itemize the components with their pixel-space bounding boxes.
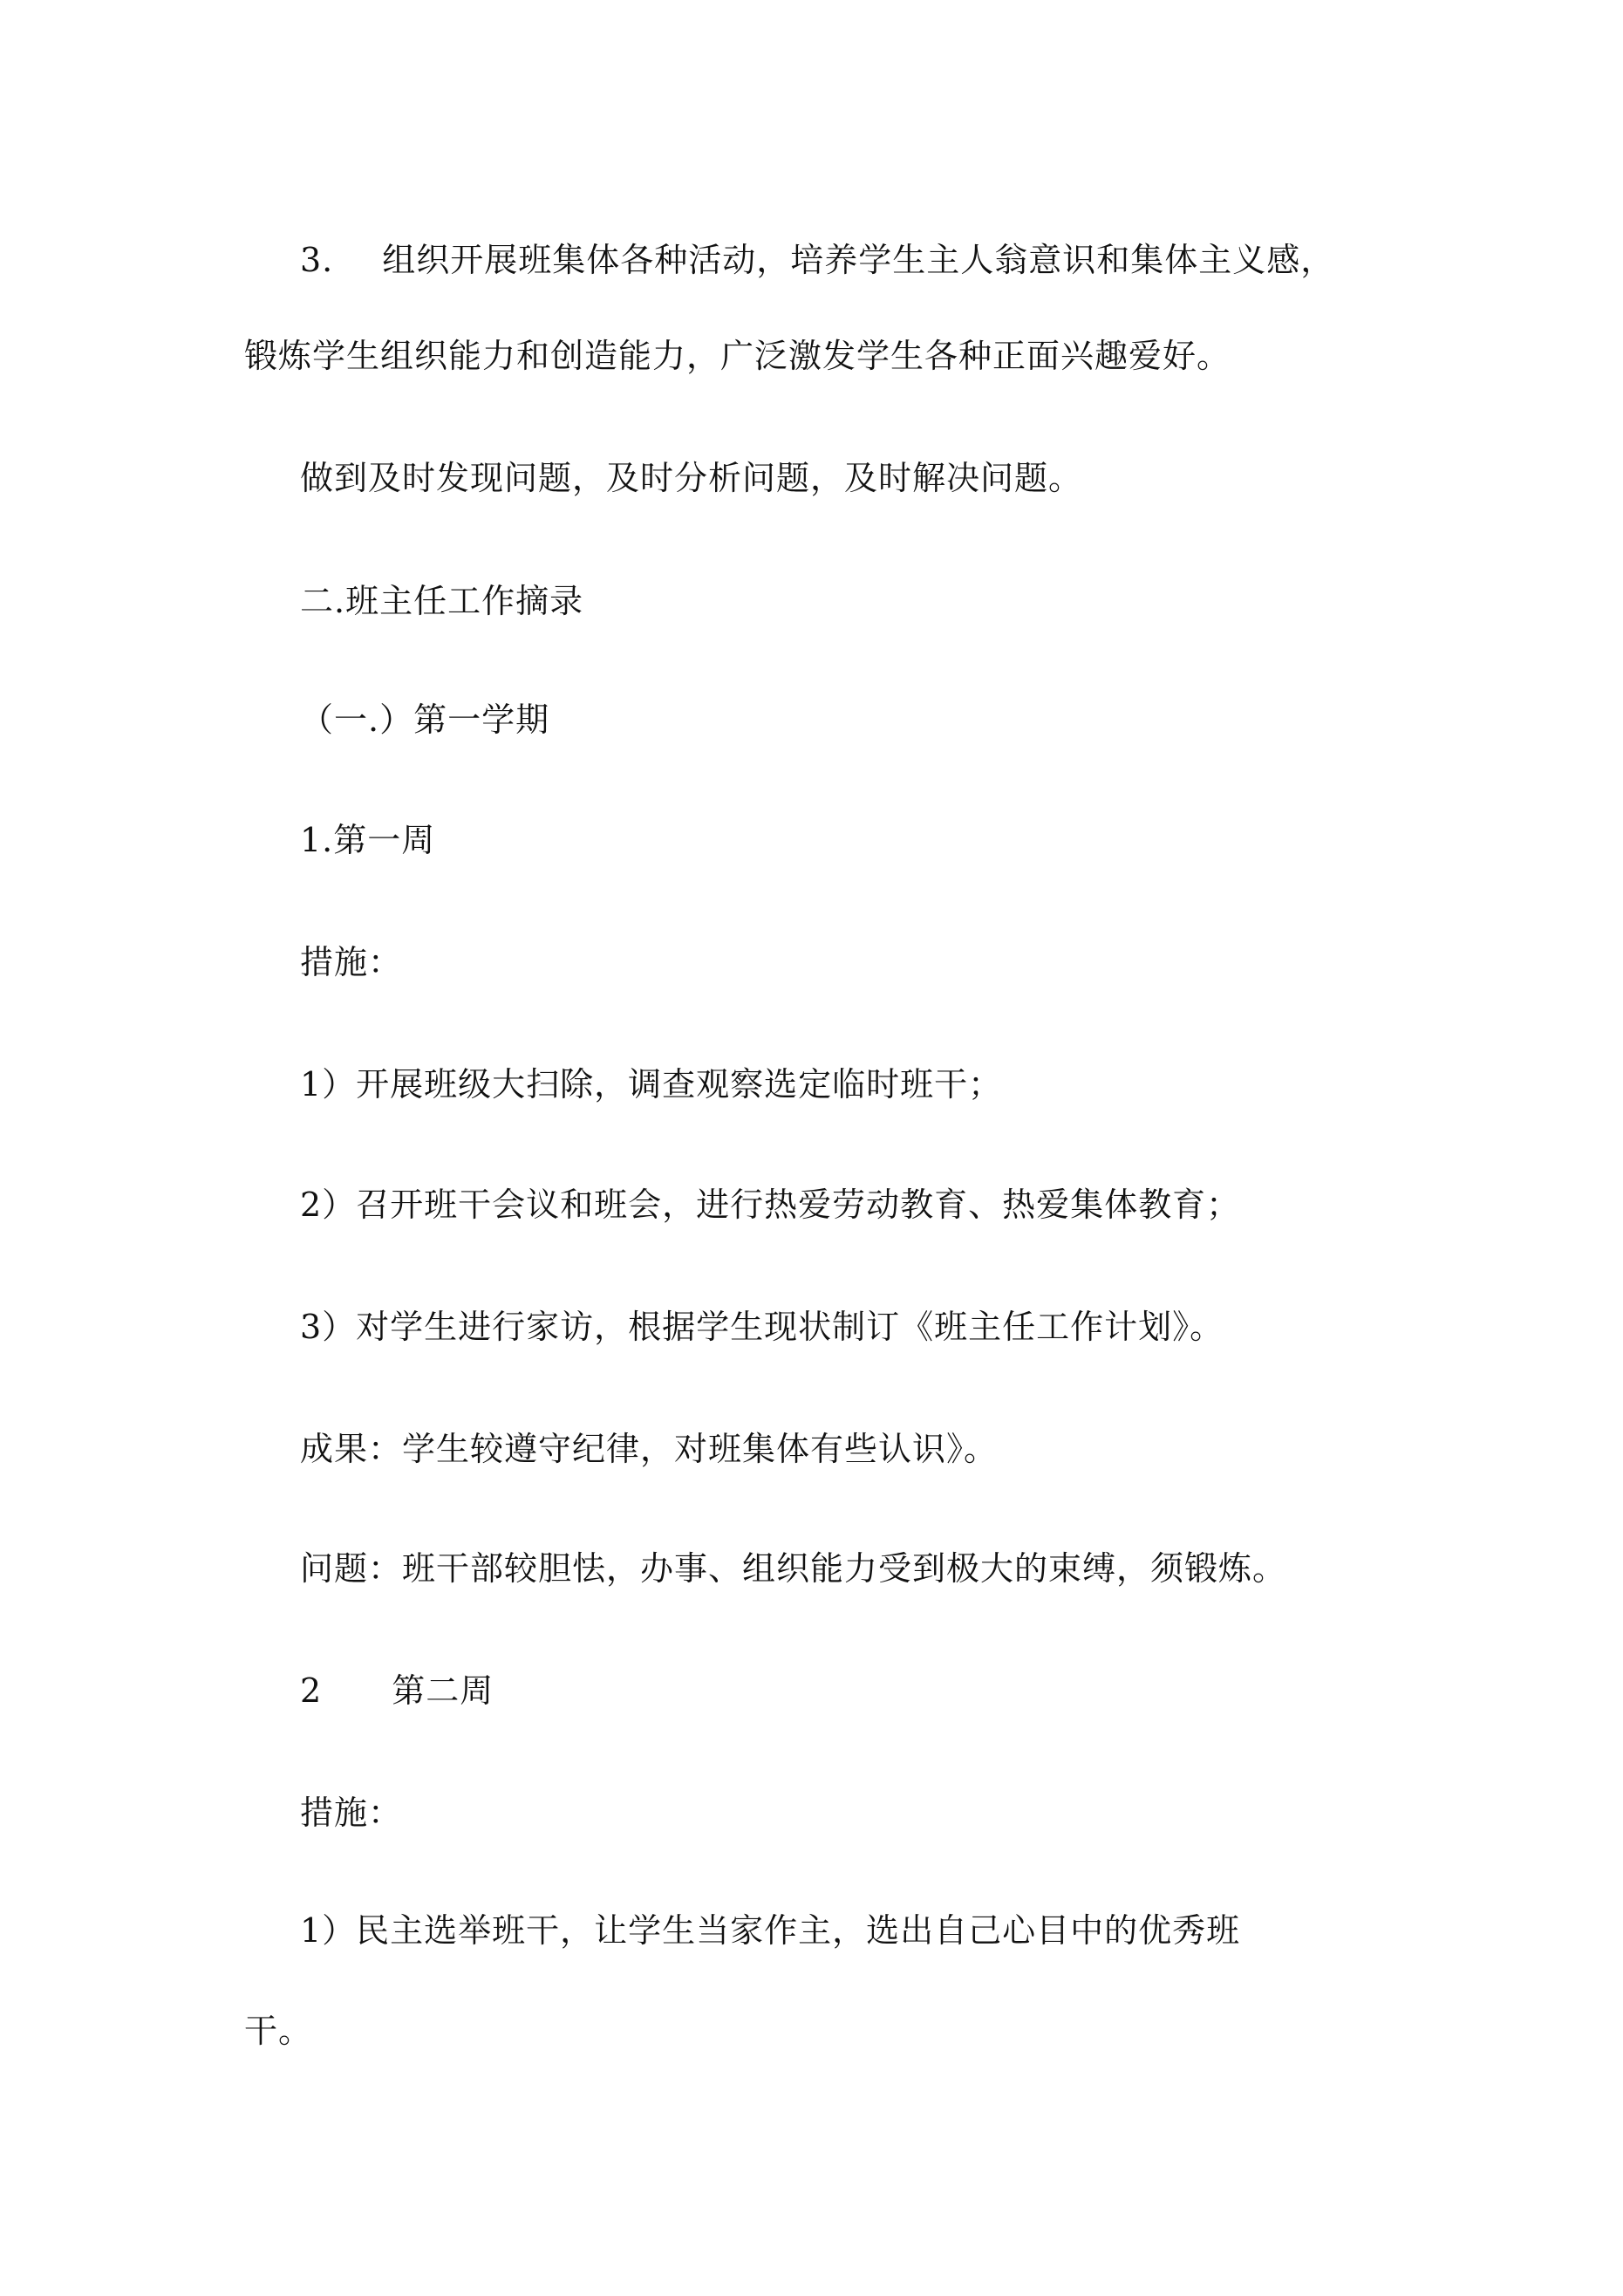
item-3-line bbox=[300, 240, 1334, 280]
week-2-measure-1-continuation: 干。 bbox=[244, 2012, 313, 2050]
week-1-measure-3: 3）对学生进行家访，根据学生现状制订《班主任工作计划》。 bbox=[300, 1308, 1224, 1346]
term-heading: （一.）第一学期 bbox=[300, 700, 550, 739]
week-2-measures-label: 措施： bbox=[300, 1794, 403, 1832]
week-1-heading: 1.第一周 bbox=[300, 821, 436, 859]
week-1-result: 成果：学生较遵守纪律，对班集体有些认识》。 bbox=[300, 1430, 999, 1468]
item-3-continuation: 锻炼学生组织能力和创造能力，广泛激发学生各种正面兴趣爱好。 bbox=[244, 337, 1231, 375]
week-1-measure-2: 2）召开班干会议和班会，进行热爱劳动教育、热爱集体教育； bbox=[300, 1186, 1241, 1224]
item-3-number: 3. bbox=[300, 241, 334, 279]
week-2-heading bbox=[300, 1671, 494, 1711]
item-3-text: 组织开展班集体各种活动，培养学生主人翁意识和集体主义感， bbox=[382, 241, 1335, 279]
paragraph-timely: 做到及时发现问题，及时分析问题，及时解决问题。 bbox=[300, 459, 1083, 497]
week-1-measures-label: 措施： bbox=[300, 943, 403, 981]
week-1-problem: 问题：班干部较胆怯，办事、组织能力受到极大的束缚，须锻炼。 bbox=[300, 1549, 1287, 1588]
week-2-number: 2 bbox=[300, 1671, 323, 1710]
week-1-measure-1: 1）开展班级大扫除，调查观察选定临时班干； bbox=[300, 1065, 1003, 1104]
week-2-measure-1: 1）民主选举班干，让学生当家作主，选出自己心目中的优秀班 bbox=[300, 1911, 1241, 1950]
week-2-title: 第二周 bbox=[392, 1671, 494, 1710]
section-heading: 二.班主任工作摘录 bbox=[300, 582, 584, 620]
